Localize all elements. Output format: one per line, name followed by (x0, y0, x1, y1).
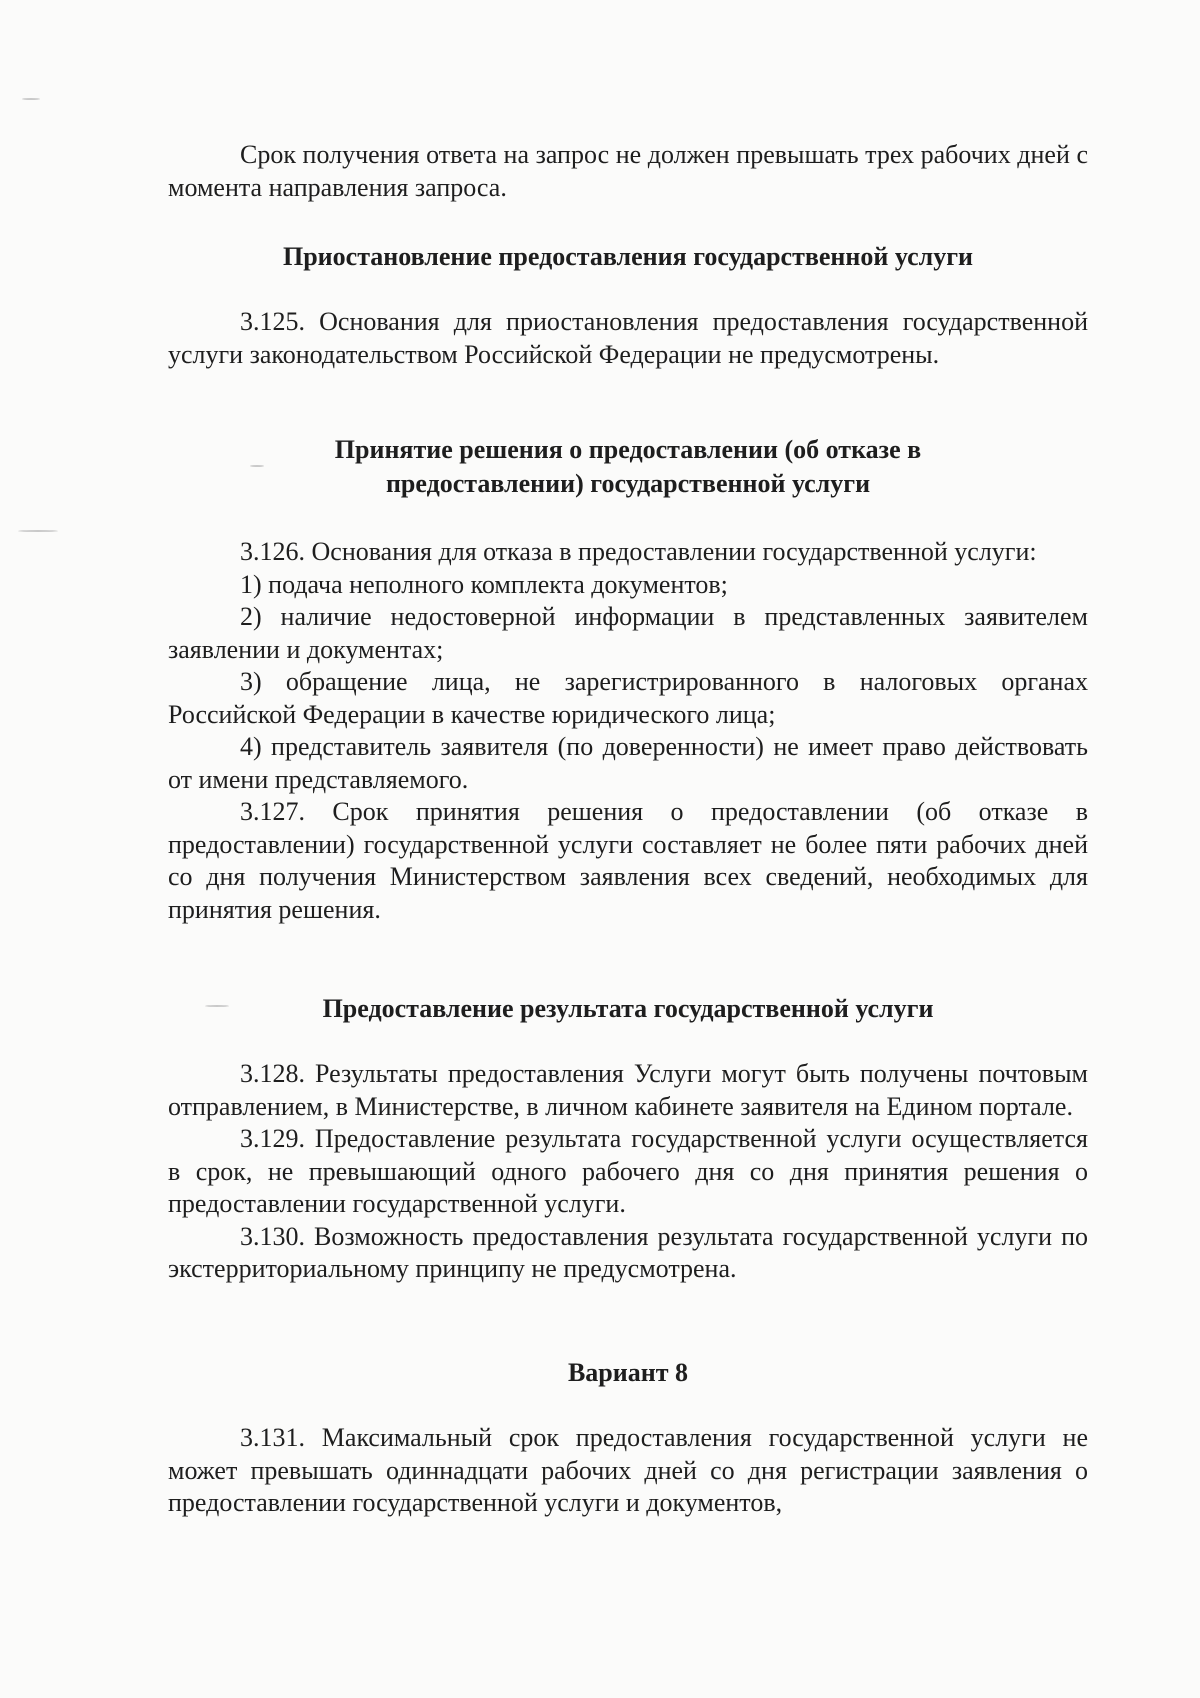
heading-suspension: Приостановление предоставления государственной услуги (282, 242, 973, 271)
heading-decision-line2: предоставлении) государственной услуги (385, 469, 871, 498)
scan-speck (18, 530, 58, 532)
paragraph-3-125: 3.125. Основания для приостановления предоставления государственной услуги законодательством Российской Федерации не предусмотрены. (168, 307, 1088, 369)
heading-suspension-block (168, 240, 1088, 274)
heading-result-block (168, 992, 1088, 1026)
paragraph-3-129: 3.129. Предоставление результата государственной услуги осуществляется в срок, не превышающий одного рабочего дня со дня принятия решения о предоставлении государственной услуги. (168, 1124, 1088, 1218)
section-3-125 (168, 306, 1088, 371)
heading-decision-line1: Принятие решения о предоставлении (об отказе в (334, 435, 922, 464)
paragraph-3-130: 3.130. Возможность предоставления результата государственной услуги по экстерриториальному принципу не предусмотрена. (168, 1221, 1088, 1283)
heading-variant: Вариант 8 (567, 1358, 689, 1387)
paragraph-3-126: 3.126. Основания для отказа в предоставлении государственной услуги: (240, 537, 1037, 566)
list-item-2: 2) наличие недостоверной информации в представленных заявителем заявлении и документах; (168, 602, 1088, 664)
heading-result: Предоставление результата государственной услуги (322, 994, 934, 1023)
paragraph-3-131: 3.131. Максимальный срок предоставления государственной услуги не может превышать одиннадцати рабочих дней со дня регистрации заявления о предоставлении государственной услуги и документов, (168, 1423, 1088, 1517)
list-item-3: 3) обращение лица, не зарегистрированного в налоговых органах Российской Федерации в качестве юридического лица; (168, 667, 1088, 729)
intro-paragraph-block (168, 139, 1088, 204)
heading-variant-block (168, 1356, 1088, 1390)
list-item-1: 1) подача неполного комплекта документов; (240, 569, 728, 599)
list-item-4: 4) представитель заявителя (по доверенности) не имеет право действовать от имени представляемого. (168, 732, 1088, 794)
scan-speck (22, 98, 40, 100)
section-3-126-3-127 (168, 536, 1088, 926)
section-3-128-3-130 (168, 1058, 1088, 1286)
heading-decision-block (168, 433, 1088, 501)
paragraph-3-127: 3.127. Срок принятия решения о предоставлении (об отказе в предоставлении) государственной услуги составляет не более пяти рабочих дней со дня получения Министерством заявления всех сведений, необходимых для принятия решения. (168, 797, 1088, 924)
section-3-131 (168, 1422, 1088, 1520)
paragraph-3-128: 3.128. Результаты предоставления Услуги могут быть получены почтовым отправлением, в Министерстве, в личном кабинете заявителя на Едином портале. (168, 1059, 1088, 1121)
intro-paragraph: Срок получения ответа на запрос не должен превышать трех рабочих дней с момента направления запроса. (168, 140, 1088, 202)
